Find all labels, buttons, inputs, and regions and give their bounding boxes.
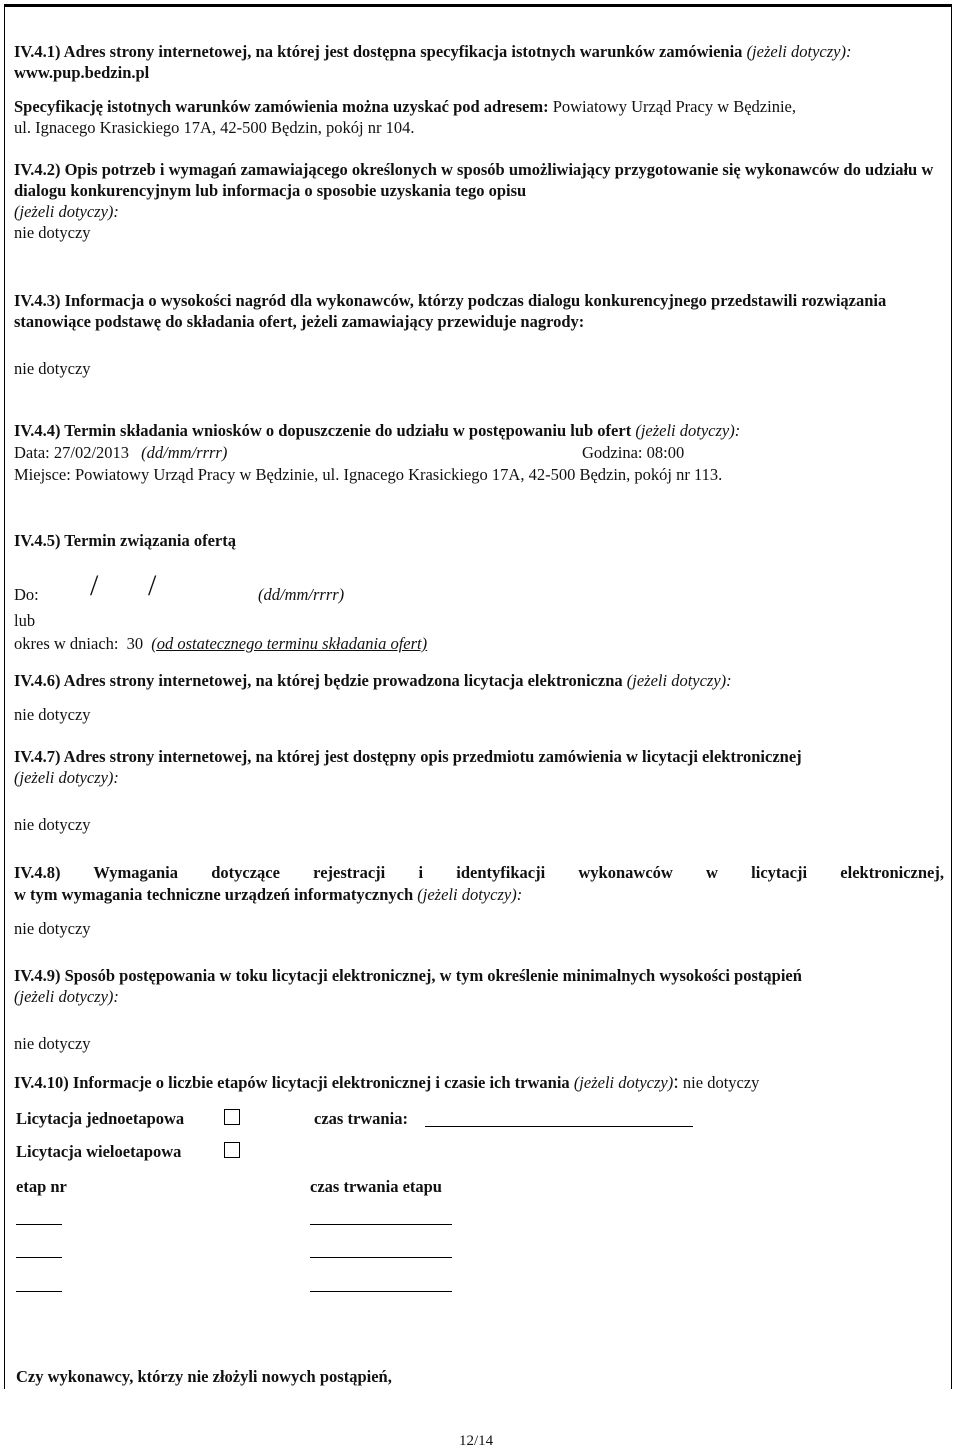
date-format: (dd/mm/rrrr) [258, 585, 345, 604]
section-heading: IV.4.8) Wymagania dotyczące rejestracji i identyfikacji wykonawców w licytacji elektronicznej, [14, 863, 944, 882]
time-value: 08:00 [646, 443, 685, 462]
date-label: Data: [14, 443, 50, 462]
days-row [14, 633, 427, 654]
section-heading: IV.4.2) Opis potrzeb i wymagań zamawiającego określonych w sposób umożliwiający przygotowanie się wykonawców do udziału w dialogu konkurencyjnym lub informacja o sposobie uzyskania tego opisu [14, 160, 934, 200]
spec-label: Specyfikację istotnych warunków zamówienia można uzyskać pod adresem: [14, 97, 549, 116]
section-iv-4-8-line1 [14, 862, 944, 883]
multi-stage-label: Licytacja wieloetapowa [16, 1142, 182, 1161]
section-iv-4-10 [14, 1072, 944, 1093]
section-iv-4-5 [14, 530, 944, 551]
section-heading: IV.4.3) Informacja o wysokości nagród dla wykonawców, którzy podczas dialogu konkurencyjnego przedstawili rozwiązania stanowiące podstawę do składania ofert, jeżeli zamawiający przewiduje nagrody: [14, 291, 887, 331]
spec-address-line2: ul. Ignacego Krasickiego 17A, 42-500 Będzin, pokój nr 104. [14, 118, 415, 137]
page-number: 12/14 [459, 1433, 494, 1449]
qualifier: (jeżeli dotyczy): [746, 42, 852, 61]
section-value: nie dotyczy [14, 705, 91, 724]
multi-stage-checkbox[interactable] [224, 1142, 240, 1158]
section-heading-cont: w tym wymagania techniczne urządzeń informatycznych [14, 885, 414, 904]
spec-address-block [14, 96, 944, 138]
date-value: 27/02/2013 [53, 443, 130, 462]
stage-duration-line[interactable] [310, 1210, 452, 1225]
do-label: Do: [14, 585, 39, 604]
section-iv-4-7 [14, 746, 944, 788]
section-iv-4-2 [14, 159, 944, 243]
section-iv-4-3 [14, 290, 944, 332]
section-iv-4-8-line2 [14, 884, 944, 905]
section-iv-4-1 [14, 41, 944, 83]
section-heading: IV.4.10) Informacje o liczbie etapów licytacji elektronicznej i czasie ich trwania [14, 1073, 570, 1092]
qualifier: (jeżeli dotyczy): [14, 202, 119, 221]
qualifier: (jeżeli dotyczy): [626, 671, 732, 690]
duration-label: czas trwania: [314, 1109, 408, 1128]
section-heading: IV.4.1) Adres strony internetowej, na której jest dostępna specyfikacja istotnych warunków zamówienia [14, 42, 743, 61]
section-iv-4-6 [14, 670, 944, 691]
section-heading: IV.4.5) Termin związania ofertą [14, 531, 236, 550]
date-format: (dd/mm/rrrr) [141, 443, 228, 462]
section-value: nie dotyczy [682, 1073, 760, 1092]
qualifier: (jeżeli dotyczy): [635, 421, 741, 440]
section-value: nie dotyczy [14, 919, 91, 938]
stage-number-line[interactable] [16, 1277, 62, 1292]
stage-duration-label: czas trwania etapu [310, 1177, 442, 1196]
days-label: okres w dniach: [14, 634, 119, 653]
or-label: lub [14, 611, 36, 630]
section-value: nie dotyczy [14, 815, 91, 834]
place-row [14, 464, 944, 485]
qualifier: (jeżeli dotyczy): [417, 885, 523, 904]
stage-duration-line[interactable] [310, 1277, 452, 1292]
section-heading: IV.4.9) Sposób postępowania w toku licytacji elektronicznej, w tym określenie minimalnych wysokości postąpień [14, 966, 802, 985]
single-stage-checkbox[interactable] [224, 1109, 240, 1125]
section-iv-4-9 [14, 965, 944, 1007]
section-heading: IV.4.4) Termin składania wniosków o dopuszczenie do udziału w postępowaniu lub ofert [14, 421, 632, 440]
stage-number-line[interactable] [16, 1243, 62, 1258]
time-row [582, 442, 684, 463]
section-heading: IV.4.6) Adres strony internetowej, na której będzie prowadzona licytacja elektroniczna [14, 671, 623, 690]
qualifier: (jeżeli dotyczy): [14, 768, 119, 787]
section-iv-4-4 [14, 420, 944, 441]
section-value: nie dotyczy [14, 223, 91, 242]
time-label: Godzina: [582, 443, 643, 462]
stage-no-label: etap nr [16, 1177, 67, 1196]
days-note: (od ostatecznego terminu składania ofert) [151, 634, 428, 653]
date-separator: / [148, 569, 157, 602]
place-value: Powiatowy Urząd Pracy w Będzinie, ul. Ignacego Krasickiego 17A, 42-500 Będzin, pokój nr 113. [74, 465, 723, 484]
date-row [14, 442, 227, 463]
duration-input-line[interactable] [425, 1107, 693, 1127]
bidders-question: Czy wykonawcy, którzy nie złożyli nowych postąpień, [16, 1367, 392, 1386]
spec-address-line1: Powiatowy Urząd Pracy w Będzinie, [552, 97, 796, 116]
qualifier: (jeżeli dotyczy) [573, 1073, 674, 1092]
section-value: nie dotyczy [14, 359, 91, 378]
single-stage-label: Licytacja jednoetapowa [16, 1109, 185, 1128]
place-label: Miejsce: [14, 465, 71, 484]
stage-number-line[interactable] [16, 1210, 62, 1225]
date-separator: / [90, 569, 99, 602]
days-value: 30 [126, 634, 144, 653]
section-value: nie dotyczy [14, 1034, 91, 1053]
qualifier: (jeżeli dotyczy): [14, 987, 119, 1006]
qualifier-colon: : [673, 1071, 679, 1093]
section-heading: IV.4.7) Adres strony internetowej, na której jest dostępny opis przedmiotu zamówienia w licytacji elektronicznej [14, 747, 802, 766]
stage-duration-line[interactable] [310, 1243, 452, 1258]
website-url: www.pup.bedzin.pl [14, 63, 150, 82]
